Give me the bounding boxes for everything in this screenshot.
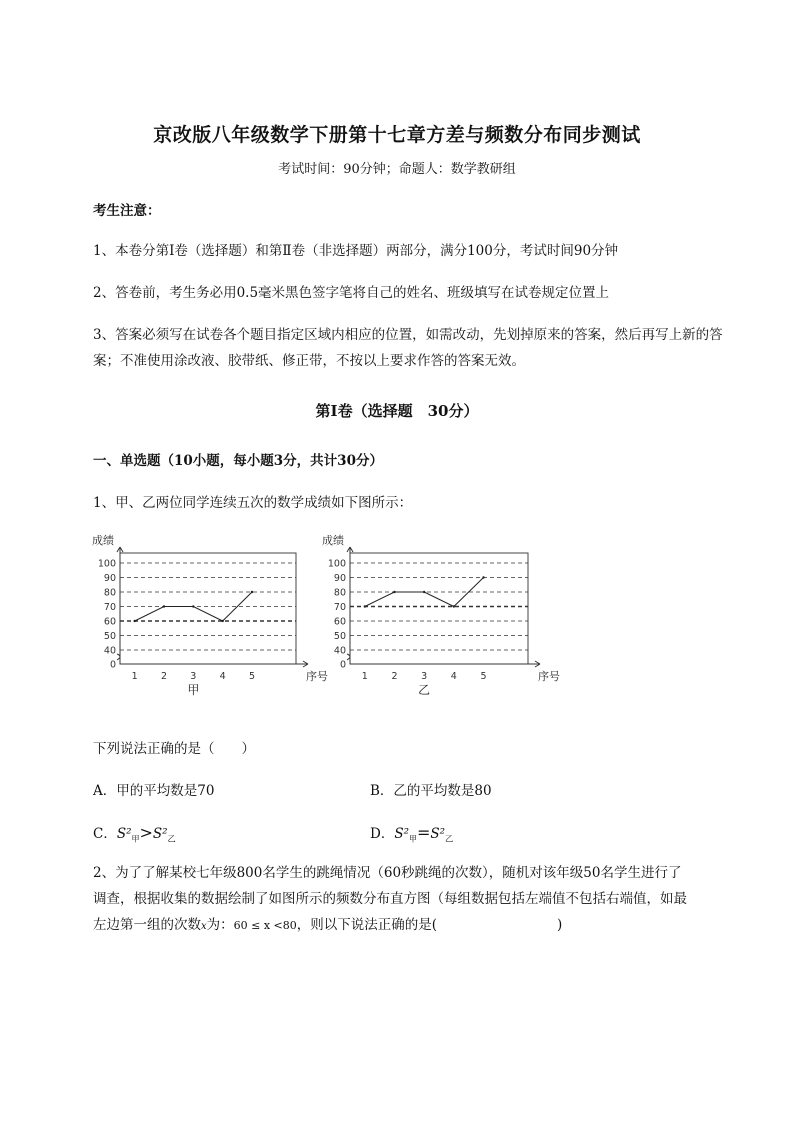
data-point-1 <box>364 605 366 607</box>
y-axis-label: 成绩 <box>92 534 114 547</box>
data-point-1 <box>133 620 135 622</box>
option-c-sub2: 乙 <box>167 834 176 844</box>
notice-item-3: 3、答案必须写在试卷各个题目指定区域内相应的位置，如需改动，先划掉原来的答案，然后再写上新的答案；不准使用涂改液、胶带纸、修正带，不按以上要求作答的答案无效。 <box>93 327 723 369</box>
option-d-sub2: 乙 <box>445 834 454 844</box>
notice-heading: 考生注意： <box>93 203 161 219</box>
x-tick-label-2: 2 <box>391 671 398 682</box>
question-1-stem: 1、甲、乙两位同学连续五次的数学成绩如下图所示： <box>93 495 413 511</box>
chart-frame <box>120 553 296 664</box>
question-2-line-2: 调查，根据收集的数据绘制了如图所示的频数分布直方图（每组数据包括左端值不包括右端值，如最 <box>93 891 687 907</box>
q2-text-start: 左边第一组的次数 <box>93 917 201 933</box>
y-tick-label-70: 70 <box>333 602 346 613</box>
notice-item-1: 1、本卷分第I卷（选择题）和第Ⅱ卷（非选择题）两部分，满分100分，考试时间90分钟 <box>93 243 619 259</box>
data-point-2 <box>163 605 165 607</box>
data-point-2 <box>393 591 395 593</box>
x-tick-label-5: 5 <box>248 671 256 682</box>
part-title: 一、单选题（10小题，每小题3分，共计30分） <box>93 453 383 469</box>
chart-caption: 甲 <box>187 683 200 697</box>
x-tick-label-5: 5 <box>480 671 487 682</box>
y-tick-label-100: 100 <box>327 558 346 570</box>
question-1-prompt: 下列说法正确的是（ ） <box>93 741 255 757</box>
page-subtitle: 考试时间：90分钟；命题人：数学教研组 <box>278 162 516 177</box>
y-tick-label-40: 40 <box>333 645 346 657</box>
x-tick-label-3: 3 <box>190 671 197 682</box>
y-tick-label-60: 60 <box>333 616 346 628</box>
x-axis-label: 序号 <box>538 670 560 683</box>
option-c-s2: S² <box>152 826 168 842</box>
option-c-sub1: 甲 <box>131 834 140 844</box>
x-tick-label-2: 2 <box>160 671 168 682</box>
notice-item-2: 2、答卷前，考生务必用0.5毫米黑色签字笔将自己的姓名、班级填写在试卷规定位置上 <box>93 285 610 301</box>
data-point-3 <box>192 605 194 607</box>
option-d-sub1: 甲 <box>409 834 417 844</box>
option-c-s1: S² <box>116 826 132 842</box>
data-point-4 <box>221 620 223 622</box>
y-tick-label-0: 0 <box>339 659 346 671</box>
q2-var-x: x <box>201 921 207 932</box>
option-c-prefix: C． <box>93 826 117 842</box>
q2-text-mid: 为： <box>206 917 234 933</box>
question-2-line-1: 2、为了了解某校七年级800名学生的跳绳情况（60秒跳绳的次数），随机对该年级50名学生进行了 <box>93 865 682 881</box>
y-tick-label-80: 80 <box>333 587 346 599</box>
q2-text-end: ，则以下说法正确的是( <box>296 917 438 933</box>
option-d[interactable] <box>370 820 453 853</box>
chart-caption: 乙 <box>418 683 431 697</box>
data-point-5 <box>251 591 253 593</box>
chart-jia <box>88 534 328 708</box>
x-axis-label: 序号 <box>306 670 328 683</box>
question-2-line-3 <box>93 912 743 940</box>
chart-yi <box>318 534 560 708</box>
option-d-s2: S² <box>430 826 446 842</box>
option-d-s1: S² <box>394 826 409 842</box>
y-axis-label: 成绩 <box>322 534 344 547</box>
y-tick-label-90: 90 <box>333 573 346 584</box>
data-point-3 <box>423 591 425 593</box>
y-tick-label-0: 0 <box>109 659 116 671</box>
x-tick-label-1: 1 <box>131 671 138 682</box>
y-tick-label-50: 50 <box>103 631 116 642</box>
q2-inequality: 60 ≤ x <80 <box>233 919 297 932</box>
y-tick-label-80: 80 <box>103 587 116 599</box>
data-point-4 <box>453 605 455 607</box>
chart-frame <box>350 553 528 664</box>
y-tick-label-50: 50 <box>333 631 346 642</box>
q2-close: ) <box>557 917 563 933</box>
x-tick-label-3: 3 <box>421 671 428 682</box>
option-b[interactable]: B．乙的平均数是80 <box>370 783 492 799</box>
section-title: 第I卷（选择题 30分） <box>315 402 479 420</box>
x-tick-label-4: 4 <box>450 671 457 682</box>
x-tick-label-1: 1 <box>361 671 368 682</box>
option-a[interactable]: A．甲的平均数是70 <box>93 783 215 799</box>
option-c[interactable] <box>93 820 176 853</box>
data-point-5 <box>482 576 484 578</box>
y-tick-label-40: 40 <box>103 645 116 657</box>
option-d-prefix: D． <box>370 826 395 842</box>
page-title: 京改版八年级数学下册第十七章方差与频数分布同步测试 <box>153 124 641 146</box>
y-tick-label-100: 100 <box>97 558 116 570</box>
option-d-op: = <box>417 823 431 842</box>
x-tick-label-4: 4 <box>219 671 226 682</box>
y-tick-label-60: 60 <box>103 616 116 628</box>
y-tick-label-70: 70 <box>103 602 116 613</box>
option-c-op: > <box>139 823 153 842</box>
y-tick-label-90: 90 <box>103 573 116 584</box>
